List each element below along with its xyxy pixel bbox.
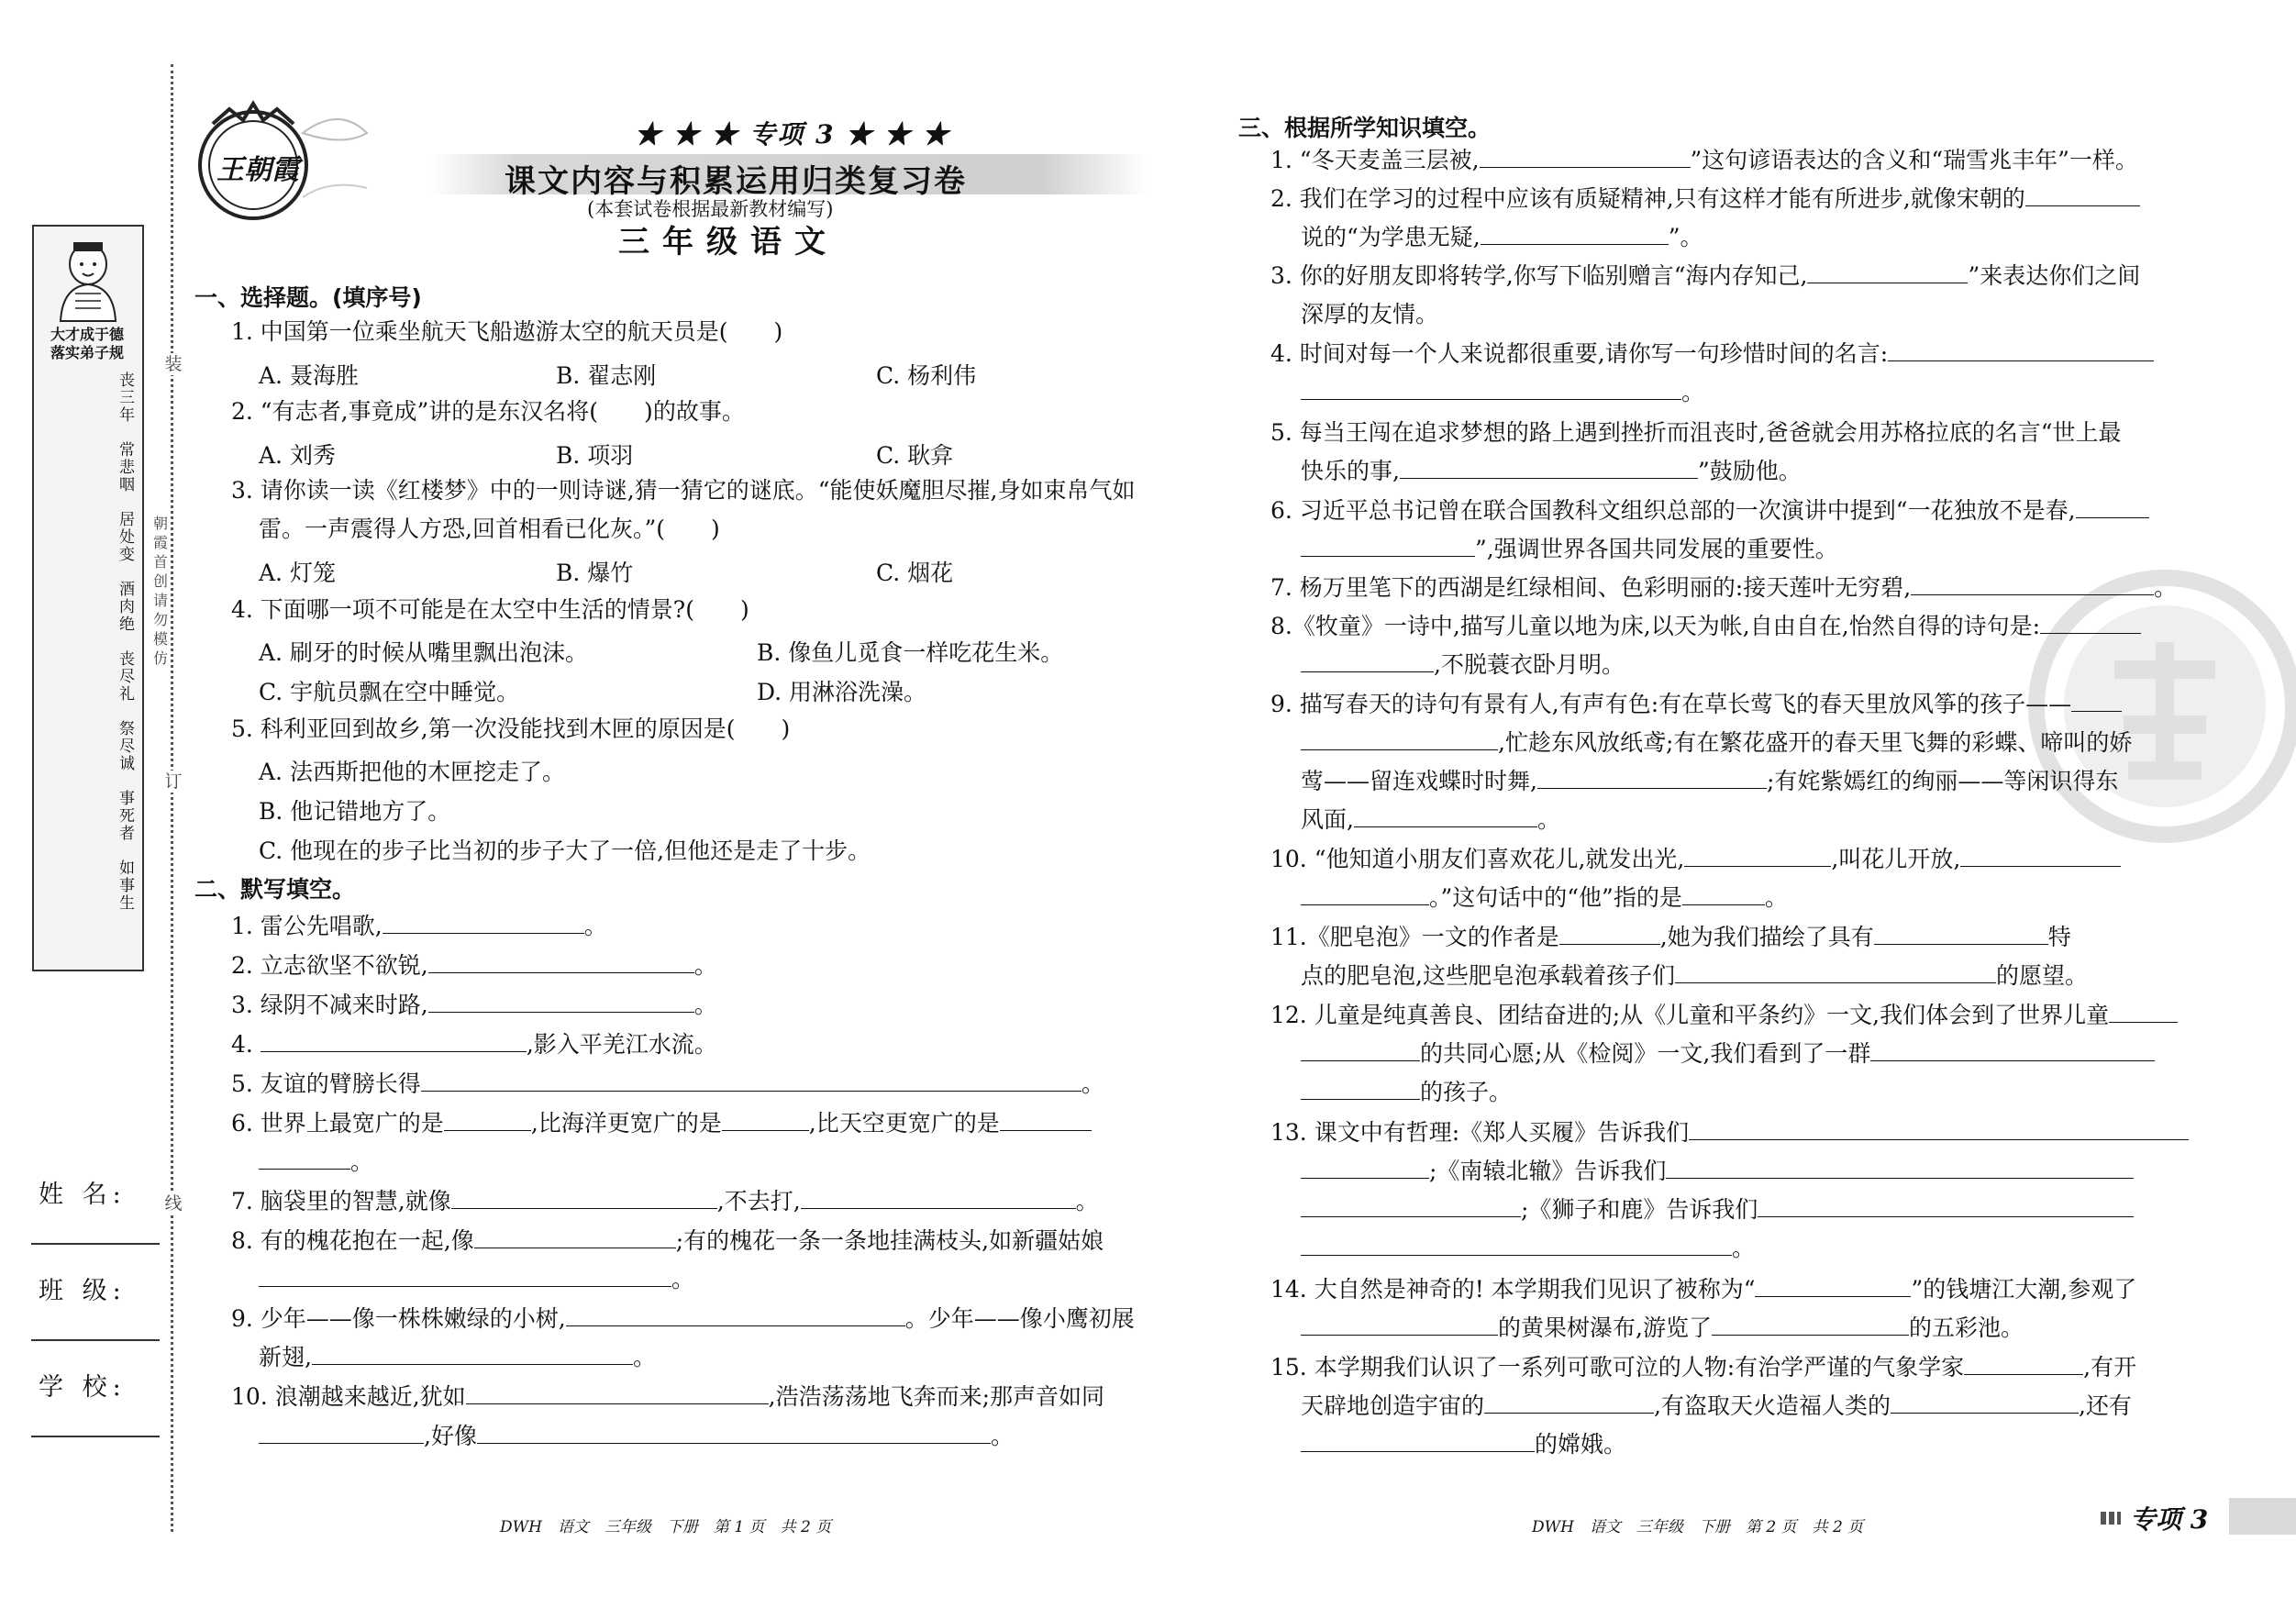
s3-q14-line1: 14. 大自然是神奇的! 本学期我们见识了被称为“ ”的钱塘江大潮,参观了 [1270,1276,2137,1303]
maxim-grid [44,372,136,959]
s3-q3-line1: 3. 你的好朋友即将转学,你写下临别赠言“海内存知己, ”来表达你们之间 [1270,262,2141,289]
s2-q10-blank-1[interactable] [466,1381,769,1404]
s3-q13-line4: 。 [1301,1233,1755,1264]
s3-q10-blank-4[interactable] [1682,882,1765,905]
s3-q6-line2: ”,强调世界各国共同发展的重要性。 [1301,534,1838,565]
s1-q5-option-b[interactable]: B. 他记错地方了。 [259,798,451,825]
cut-line [171,64,173,1532]
s3-q15-line1: 15. 本学期我们认识了一系列可歌可泣的人物:有治学严谨的气象学家 ,有开 [1270,1354,2137,1381]
s3-q8-blank-2[interactable] [1301,649,1434,672]
gutter-char-top: 装 [164,354,183,374]
s3-q12-blank-3[interactable] [1870,1038,2155,1061]
s3-q8-line2: ,不脱蓑衣卧月明。 [1301,649,1625,681]
s1-q3-option-b[interactable]: B. 爆竹 [556,560,634,586]
special-number: ★ ★ ★ 专项 3 ★ ★ ★ [635,119,950,150]
footer-left: DWH 语文 三年级 下册 第 1 页 共 2 页 [500,1518,832,1536]
exam-title: 课文内容与积累运用归类复习卷 [505,163,967,200]
s1-q2-option-c[interactable]: C. 耿弇 [876,442,954,469]
s3-q3-blank[interactable] [1807,261,1968,283]
maxim-caption-1: 大才成于德 [50,326,124,343]
student-school-field[interactable] [31,1367,160,1437]
s3-q7: 7. 杨万里笔下的西湖是红绿相间、色彩明丽的:接天莲叶无穷碧, 。 [1270,574,2178,601]
s1-q1-option-a[interactable]: A. 聂海胜 [259,362,359,389]
s3-q13-blank-2[interactable] [1301,1156,1429,1179]
s3-q1-blank[interactable] [1480,145,1691,168]
footer-right: DWH 语文 三年级 下册 第 2 页 共 2 页 [1532,1518,1864,1536]
s1-q1-stem: 1. 中国第一位乘坐航天飞船遨游太空的航天员是( ) [231,318,783,345]
s3-q9-line4: 风面, 。 [1301,806,1560,833]
s3-q6-blank-2[interactable] [1301,534,1475,557]
s3-q15-blank-4[interactable] [1301,1429,1535,1452]
s1-q3-stem-line1: 3. 请你读一读《红楼梦》中的一则诗谜,猜一猜它的谜底。“能使妖魔胆尽摧,身如束帛气如 [231,477,1136,504]
s2-q6: 6. 世界上最宽广的是 ,比海洋更宽广的是 ,比天空更宽广的是 [231,1108,1092,1139]
s3-q12-blank-4[interactable] [1301,1077,1420,1100]
s3-q15-blank-1[interactable] [1964,1352,2083,1375]
s3-q15-line2: 天辟地创造宇宙的 ,有盗取天火造福人类的 ,还有 [1301,1392,2132,1419]
student-class-line[interactable] [31,1319,160,1341]
s3-q12-line1: 12. 儿童是纯真善良、团结奋进的;从《儿童和平条约》一文,我们体会到了世界儿童 [1270,1000,2178,1031]
s2-q8-blank-2[interactable] [259,1264,671,1287]
s3-q12-line3: 的孩子。 [1301,1077,1512,1108]
s3-q11-line2: 点的肥皂泡,这些肥皂泡承载着孩子们 的愿望。 [1301,962,2088,989]
corner-tag: 专项 3 [2130,1504,2209,1535]
student-name-field[interactable] [31,1174,160,1245]
s1-q2-option-a[interactable]: A. 刘秀 [259,442,336,469]
s1-q5-option-c[interactable]: C. 他现在的步子比当初的步子大了一倍,但他还是走了十步。 [259,837,871,864]
s3-q2-line1: 2. 我们在学习的过程中应该有质疑精神,只有这样才能有所进步,就像宋朝的 [1270,183,2140,215]
s3-q13-blank-3[interactable] [1666,1156,2134,1179]
s1-q2-option-b[interactable]: B. 项羽 [556,442,634,469]
s2-q7-blank-1[interactable] [451,1186,717,1209]
s3-q4-line1: 4. 时间对每一个人来说都很重要,请你写一句珍惜时间的名言: [1270,338,2154,370]
s3-q9-line3: 莺——留连戏蝶时时舞, ;有姹紫嫣红的绚丽——等闲识得东 [1301,768,2119,794]
s2-q6-blank-2[interactable] [722,1108,809,1131]
s3-q10-line2: 。”这句话中的“他”指的是 。 [1301,882,1788,914]
s3-q13-line2: ;《南辕北辙》告诉我们 [1301,1156,2134,1187]
s3-q8-blank-1[interactable] [2040,611,2141,634]
s3-q15-blank-2[interactable] [1484,1391,1654,1414]
s3-q4-line2: 。 [1301,377,1704,408]
student-class-field[interactable] [31,1270,160,1341]
s3-q10-line1: 10. “他知道小朋友们喜欢花儿,就发出光, ,叫花儿开放, [1270,844,2121,875]
s1-q4-stem: 4. 下面哪一项不可能是在太空中生活的情景?( ) [231,596,749,623]
s3-q9-blank-2[interactable] [1301,727,1498,750]
s3-q14-blank-2[interactable] [1301,1313,1498,1336]
s2-q3-blank[interactable] [428,990,694,1013]
s2-q6-blank-4[interactable] [259,1147,350,1170]
s3-q13-blank-6[interactable] [1301,1233,1732,1256]
maxim-text: 丧三年 常悲咽 居处变 酒肉绝 丧尽礼 祭尽诚 事死者 如事生 [116,372,134,912]
brand-name: 王朝霞 [216,154,299,186]
s2-q4: 4. ,影入平羌江水流。 [231,1031,717,1058]
s2-q7-blank-2[interactable] [801,1186,1076,1209]
s3-q11-line1: 11.《肥皂泡》一文的作者是 ,她为我们描绘了具有 特 [1270,924,2071,950]
s2-q7: 7. 脑袋里的智慧,就像 ,不去打, 。 [231,1188,1099,1214]
student-class-label: 班 级: [39,1277,127,1305]
s3-q12-line2: 的共同心愿;从《检阅》一文,我们看到了一群 [1301,1038,2155,1070]
s1-q3-option-a[interactable]: A. 灯笼 [259,560,336,586]
s2-q9: 9. 少年——像一株株嫩绿的小树, 。少年——像小鹰初展 [231,1305,1135,1332]
s3-q9-line1: 9. 描写春天的诗句有景有人,有声有色:有在草长莺飞的春天里放风筝的孩子—— [1270,689,2122,720]
s3-q6-line1: 6. 习近平总书记曾在联合国教科文组织总部的一次演讲中提到“一花独放不是春, [1270,495,2149,527]
s3-q13-blank-1[interactable] [1689,1117,2189,1140]
s3-q2-blank-1[interactable] [2025,183,2140,206]
s3-q8-line1: 8.《牧童》一诗中,描写儿童以地为床,以天为帐,自由自在,怡然自得的诗句是: [1270,611,2141,642]
s3-q9-line2: ,忙趁东风放纸鸢;有在繁花盛开的春天里飞舞的彩蝶、啼叫的娇 [1301,727,2132,759]
s3-q14-line2: 的黄果树瀑布,游览了 的五彩池。 [1301,1313,2024,1344]
s3-q15-line3: 的嫦娥。 [1301,1429,1626,1460]
s2-q2: 2. 立志欲坚不欲锐, 。 [231,952,717,979]
section1-heading: 一、选择题。(填序号) [194,284,422,311]
s3-q13-line1: 13. 课文中有哲理:《郑人买履》告诉我们 [1270,1117,2189,1148]
s3-q9-blank-1[interactable] [2071,689,2122,712]
s3-q11-blank-2[interactable] [1874,922,2048,945]
s3-q5-line1: 5. 每当王闯在追求梦想的路上遇到挫折而沮丧时,爸爸就会用苏格拉底的名言“世上最 [1270,419,2122,446]
s3-q4-blank-1[interactable] [1888,338,2154,361]
maxim-caption-2: 落实弟子规 [50,344,124,361]
s1-q1-option-c[interactable]: C. 杨利伟 [876,362,977,389]
s1-q1-option-b[interactable]: B. 翟志刚 [556,362,657,389]
s3-q12-blank-1[interactable] [2109,1000,2178,1023]
s1-q4-option-b[interactable]: B. 像鱼儿觅食一样吃花生米。 [757,639,1064,666]
gutter-char-bot: 线 [164,1193,183,1214]
s3-q10-blank-1[interactable] [1684,844,1831,867]
s2-q9-blank-2[interactable] [312,1342,633,1365]
s2-q5: 5. 友谊的臂膀长得 。 [231,1070,1104,1097]
student-school-line[interactable] [31,1415,160,1437]
s1-q2-stem: 2. “有志者,事竟成”讲的是东汉名将( )的故事。 [231,398,745,425]
s3-q2-line2: 说的“为学患无疑, ”。 [1301,224,1703,250]
s2-q4-blank[interactable] [261,1029,527,1052]
copyright-note: 朝霞首创 请勿模仿 [152,515,168,667]
s3-q12-blank-2[interactable] [1301,1038,1420,1061]
s2-q10: 10. 浪潮越来越近,犹如 ,浩浩荡荡地飞奔而来;那声音如同 [231,1383,1105,1410]
s1-q5-stem: 5. 科利亚回到故乡,第一次没能找到木匣的原因是( ) [231,715,791,742]
s3-q10-blank-3[interactable] [1301,882,1429,905]
s3-q6-blank-1[interactable] [2076,495,2149,518]
student-name-label: 姓 名: [39,1181,127,1209]
s2-q3: 3. 绿阴不减来时路, 。 [231,992,717,1018]
s3-q2-blank-2[interactable] [1481,222,1669,245]
s2-q9-blank-1[interactable] [566,1303,905,1326]
s2-q6-blank-3[interactable] [1000,1108,1092,1131]
s1-q3-stem-line2: 雷。一声震得人方恐,回首相看已化灰。”( ) [259,516,720,542]
s2-q8: 8. 有的槐花抱在一起,像 ;有的槐花一条一条地挂满枝头,如新疆姑娘 [231,1227,1104,1254]
s2-q10-blank-3[interactable] [477,1421,991,1444]
s1-q5-option-a[interactable]: A. 法西斯把他的木匣挖走了。 [259,759,565,785]
s2-q6-blank-1[interactable] [444,1108,531,1131]
s3-q13-blank-5[interactable] [1758,1194,2134,1217]
s2-q5-blank[interactable] [421,1069,1081,1092]
s3-q5-line2: 快乐的事, ”鼓励他。 [1301,458,1802,484]
s3-q9-blank-3[interactable] [1537,766,1767,789]
section2-heading: 二、默写填空。 [194,876,356,903]
s3-q11-blank-3[interactable] [1675,960,1996,983]
s3-q10-blank-2[interactable] [1960,844,2121,867]
exam-note: (本套试卷根据最新教材编写) [587,198,834,220]
s3-q11-blank-1[interactable] [1559,922,1660,945]
s3-q9-blank-4[interactable] [1354,804,1537,827]
s2-q1: 1. 雷公先唱歌, 。 [231,913,607,939]
s2-q8-blank-1[interactable] [474,1225,676,1248]
s3-q1: 1. “冬天麦盖三层被, ”这句谚语表达的含义和“瑞雪兆丰年”一样。 [1270,147,2138,173]
s3-q13-blank-4[interactable] [1301,1194,1521,1217]
s2-q10-line2: ,好像 。 [259,1421,1014,1452]
s1-q3-option-c[interactable]: C. 烟花 [876,560,954,586]
s2-q2-blank[interactable] [428,950,694,973]
section3-heading: 三、根据所学知识填空。 [1238,115,1492,141]
student-school-label: 学 校: [39,1373,127,1402]
s1-q4-option-d[interactable]: D. 用淋浴洗澡。 [757,679,927,705]
s3-q13-line3: ;《狮子和鹿》告诉我们 [1301,1194,2134,1225]
s2-q10-blank-2[interactable] [259,1421,424,1444]
grade-subject: 三年级语文 [618,224,838,261]
s2-q9-line2: 新翅, 。 [259,1344,656,1370]
corner-bar [2229,1498,2296,1535]
s3-q7-blank[interactable] [1911,572,2154,595]
s3-q14-blank-3[interactable] [1712,1313,1909,1336]
s2-q8-line2: 。 [259,1264,694,1295]
s1-q4-option-a[interactable]: A. 刷牙的时候从嘴里飘出泡沫。 [259,639,588,666]
gutter-char-mid: 订 [164,771,183,792]
corner-dots [2101,1512,2121,1525]
s3-q15-blank-3[interactable] [1891,1391,2079,1414]
s1-q4-option-c[interactable]: C. 宇航员飘在空中睡觉。 [259,679,520,705]
s3-q3-line2: 深厚的友情。 [1301,301,1439,327]
s3-q5-blank[interactable] [1400,456,1698,479]
s3-q14-blank-1[interactable] [1755,1274,1911,1297]
sage-icon [48,237,128,324]
s2-q6-line2: 。 [259,1147,373,1178]
s3-q4-blank-2[interactable] [1301,377,1681,400]
student-name-line[interactable] [31,1223,160,1245]
s2-q1-blank[interactable] [383,911,584,934]
